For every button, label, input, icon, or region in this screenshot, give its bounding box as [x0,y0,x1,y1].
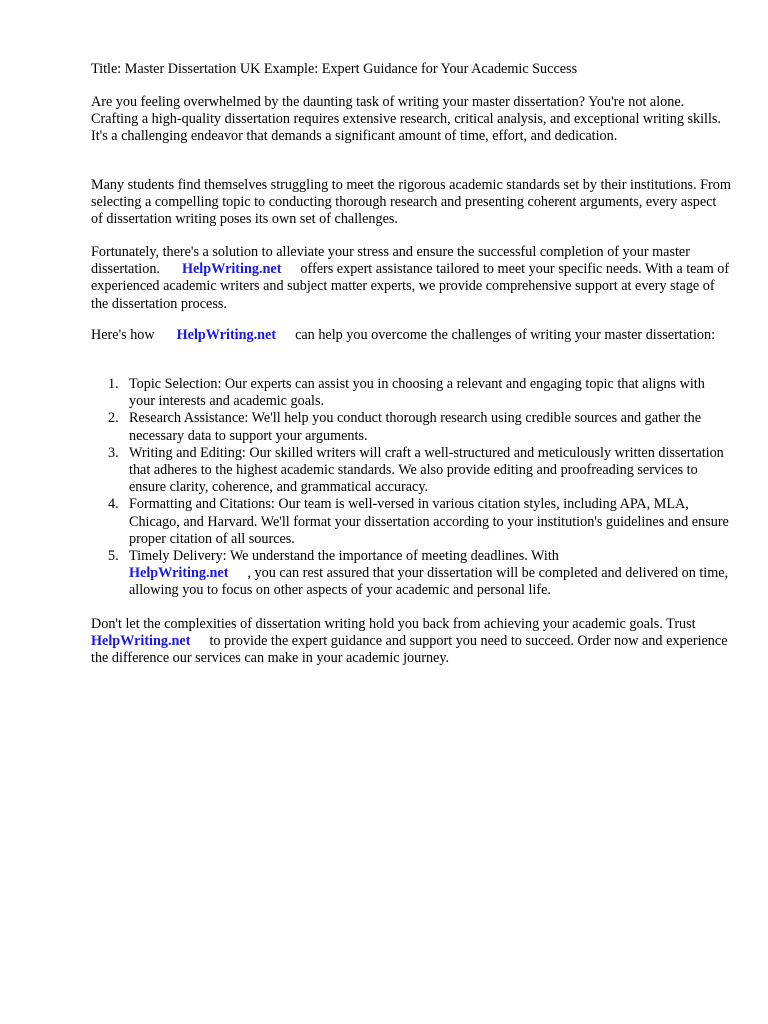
paragraph-closing-text-before: Don't let the complexities of dissertation writing hold you back from achieving your academic goals. Trust [91,616,696,632]
paragraph-closing-text-after: to provide the expert guidance and support you need to succeed. Order now and experience the difference our services can make in your academic journey. [91,633,728,667]
list-item-text: Writing and Editing: Our skilled writers will craft a well-structured and meticulously written dissertation that adheres to the highest academic standards. We also provide editing and proofreading services to ensure clarity, coherence, and grammatical accuracy. [129,444,724,496]
list-item [91,376,731,410]
list-item-number: 2. [108,410,119,427]
paragraph-struggles: Many students find themselves struggling to meet the rigorous academic standards set by their institutions. From selecting a compelling topic to conducting thorough research and presenting coherent arguments, every aspect of dissertation writing poses its own set of challenges. [91,177,731,228]
paragraph-solution-text-before: Fortunately, there's a solution to alleviate your stress and ensure the successful completion of your master dissertation. [91,244,690,278]
list-item-text-after: , you can rest assured that your dissertation will be completed and delivered on time, allowing you to focus on other aspects of your academic and personal life. [129,565,729,599]
list-item-number: 5. [108,548,119,565]
helpwriting-link[interactable]: HelpWriting.net [181,261,282,278]
list-item [91,410,731,444]
helpwriting-link[interactable]: HelpWriting.net [176,327,277,343]
paragraph-closing [91,616,731,668]
helpwriting-link[interactable]: HelpWriting.net [91,633,191,650]
list-item-number: 1. [108,376,119,392]
document-title: Title: Master Dissertation UK Example: Expert Guidance for Your Academic Success [91,61,578,77]
paragraph-how-text-before: Here's how [91,327,155,343]
helpwriting-link[interactable]: HelpWriting.net [129,565,229,582]
services-list [91,376,731,600]
paragraph-how-we-help [91,327,731,344]
list-item [91,496,731,548]
list-item-text: Research Assistance: We'll help you conduct thorough research using credible sources and gather the necessary data to support your arguments. [129,410,702,444]
list-item-text: Formatting and Citations: Our team is well-versed in various citation styles, including APA, MLA, Chicago, and Harvard. We'll format your dissertation according to your institution's guidelines and ensure proper citation of all sources. [129,496,729,547]
paragraph-solution [91,244,731,313]
list-item-number: 4. [108,496,119,513]
list-item-text: Topic Selection: Our experts can assist you in choosing a relevant and engaging topic that aligns with your interests and academic goals. [129,376,705,410]
list-item [91,445,731,497]
list-item-text-before: Timely Delivery: We understand the importance of meeting deadlines. With [129,548,559,565]
paragraph-intro: Are you feeling overwhelmed by the daunting task of writing your master dissertation? You're not alone. Crafting a high-quality dissertation requires extensive research, critical analysis, and exceptional writing skills. It's a challenging endeavor that demands a significant amount of time, effort, and dedication. [91,94,721,145]
list-item [91,548,731,600]
list-item-number: 3. [108,444,119,461]
paragraph-solution-text-after: offers expert assistance tailored to meet your specific needs. With a team of experienced academic writers and subject matter experts, we provide comprehensive support at every stage of the dissertation process. [91,261,730,312]
paragraph-how-text-after: can help you overcome the challenges of writing your master dissertation: [295,327,716,343]
